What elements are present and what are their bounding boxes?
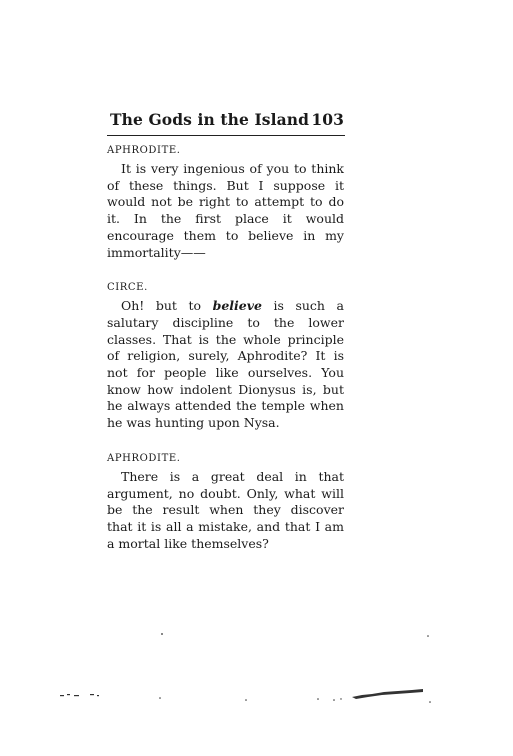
- speech-paragraph: Oh! but to believe is such a salutary discipline to the lower classes. That is the whole principle of religion, surely, Aphrodite? It is not for people like ourselves. You know how indolent Dionysus is, but he always attended the temple when he was hunting upon Nysa.: [107, 298, 344, 431]
- speech-block: [107, 143, 344, 261]
- emphasized-word: believe: [212, 298, 262, 314]
- chapter-title: The Gods in the Island: [110, 110, 310, 129]
- header-rule: [107, 135, 345, 136]
- speaker-name: CIRCE.: [107, 282, 148, 294]
- speech-block: [107, 451, 344, 553]
- speech-paragraph: It is very ingenious of you to think of these things. But I suppose it would not be right to attempt to do it. In the first place it would encourage them to believe in my immortality——: [107, 161, 344, 260]
- dialogue-text: [107, 143, 344, 552]
- speaker-name: APHRODITE.: [107, 145, 181, 156]
- speech-paragraph: There is a great deal in that argument, no doubt. Only, what will be the result when they discover that it is all a mistake, and that I am a mortal like themselves?: [107, 468, 344, 551]
- speaker-name: APHRODITE.: [107, 452, 181, 464]
- speech-block: [107, 280, 344, 432]
- running-head: [110, 110, 344, 129]
- page-number: 103: [311, 110, 344, 129]
